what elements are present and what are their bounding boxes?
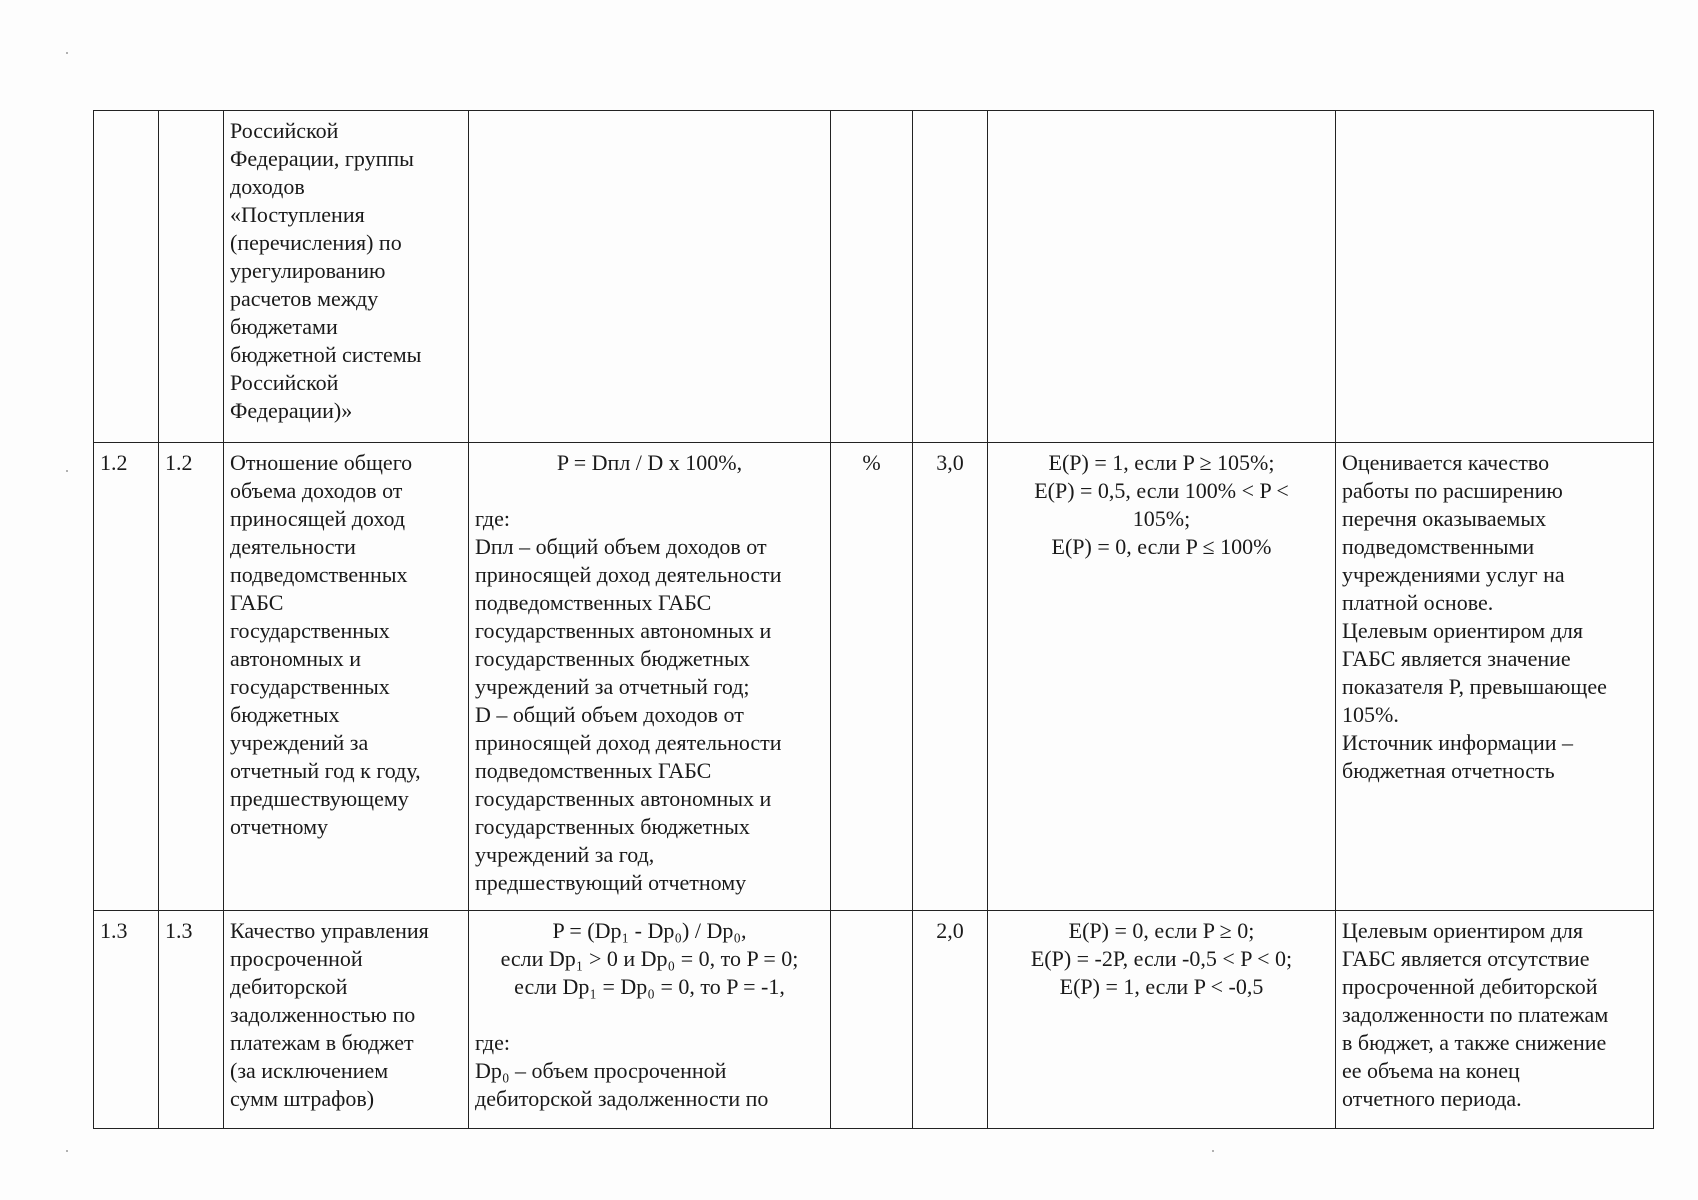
text-line: подведомственных: [230, 562, 408, 587]
row-number-cell: 1.3: [94, 911, 159, 1129]
text-line: государственных: [230, 618, 390, 643]
indicator-name-cell: [224, 443, 469, 911]
text-line: платежам в бюджет: [230, 1030, 414, 1055]
text-line: учреждениями услуг на: [1342, 562, 1565, 587]
comment-cell: [1336, 911, 1654, 1129]
weight-cell: [913, 111, 988, 443]
text-line: Dp₀ – объем просроченной: [475, 1058, 727, 1083]
unit-cell: [831, 911, 913, 1129]
text-line: бюджетной системы: [230, 342, 422, 367]
text-line: доходов: [230, 174, 305, 199]
text-line: E(P) = 1, если P ≥ 105%;: [1048, 450, 1275, 475]
text-line: E(P) = 0, если P ≤ 100%: [1051, 534, 1272, 559]
evaluation-cell: [988, 111, 1336, 443]
text-line: государственных бюджетных: [475, 814, 750, 839]
text-line: учреждений за: [230, 730, 369, 755]
text-line: Целевым ориентиром для: [1342, 918, 1583, 943]
text-line: государственных: [230, 674, 390, 699]
table-row: [94, 443, 1654, 911]
text-line: ГАБС является значение: [1342, 646, 1571, 671]
text-line: платной основе.: [1342, 590, 1494, 615]
text-line: Отношение общего: [230, 450, 413, 475]
text-line: Качество управления: [230, 918, 429, 943]
text-line: E(P) = 0,5, если 100% < P <: [1034, 478, 1289, 503]
text-line: автономных и: [230, 646, 362, 671]
indicator-name-cell: [224, 911, 469, 1129]
text-line: Российской: [230, 370, 339, 395]
indicators-table: [93, 110, 1654, 1129]
text-line: подведомственных ГАБС: [475, 590, 712, 615]
formula-cell: [469, 443, 831, 911]
text-line: в бюджет, а также снижение: [1342, 1030, 1607, 1055]
weight-cell: 3,0: [913, 443, 988, 911]
formula-main: P = (Dp₁ - Dp₀) / Dp₀,: [552, 918, 747, 943]
text-line: бюджетных: [230, 702, 340, 727]
scan-speck: [66, 1150, 68, 1152]
text-line: показателя P, превышающее: [1342, 674, 1607, 699]
text-line: просроченной: [230, 946, 363, 971]
text-line: Российской: [230, 118, 339, 143]
text-line: учреждений за отчетный год;: [475, 674, 750, 699]
scan-speck: [66, 470, 68, 472]
text-line: отчетного периода.: [1342, 1086, 1522, 1111]
text-line: 105%;: [1132, 506, 1191, 531]
row-subnumber-cell: [159, 111, 224, 443]
text-line: Целевым ориентиром для: [1342, 618, 1583, 643]
table-row: [94, 111, 1654, 443]
text-line: подведомственных ГАБС: [475, 758, 712, 783]
text-line: (перечисления) по: [230, 230, 402, 255]
text-line: расчетов между: [230, 286, 379, 311]
text-line: отчетный год к году,: [230, 758, 421, 783]
text-line: предшествующему: [230, 786, 409, 811]
text-line: бюджетная отчетность: [1342, 758, 1555, 783]
weight-cell: 2,0: [913, 911, 988, 1129]
text-line: приносящей доход: [230, 506, 406, 531]
text-line: ее объема на конец: [1342, 1058, 1520, 1083]
text-line: урегулированию: [230, 258, 386, 283]
text-line: Оценивается качество: [1342, 450, 1550, 475]
formula-condition: если Dp₁ > 0 и Dp₀ = 0, то P = 0;: [500, 946, 799, 971]
text-line: работы по расширению: [1342, 478, 1563, 503]
text-line: ГАБС: [230, 590, 284, 615]
row-subnumber-cell: 1.2: [159, 443, 224, 911]
text-line: Федерации)»: [230, 398, 353, 423]
text-line: отчетному: [230, 814, 329, 839]
comment-cell: [1336, 111, 1654, 443]
text-line: дебиторской: [230, 974, 348, 999]
comment-cell: [1336, 443, 1654, 911]
text-line: Федерации, группы: [230, 146, 414, 171]
row-number-cell: [94, 111, 159, 443]
text-line: дебиторской задолженности по: [475, 1086, 769, 1111]
text-line: E(P) = 0, если P ≥ 0;: [1068, 918, 1255, 943]
text-line: D – общий объем доходов от: [475, 702, 744, 727]
unit-cell: [831, 111, 913, 443]
text-line: государственных бюджетных: [475, 646, 750, 671]
text-line: E(P) = 1, если P < -0,5: [1059, 974, 1264, 999]
formula-where-label: где:: [475, 1030, 510, 1055]
text-line: подведомственными: [1342, 534, 1535, 559]
text-line: Источник информации –: [1342, 730, 1574, 755]
text-line: просроченной дебиторской: [1342, 974, 1598, 999]
evaluation-cell: [988, 443, 1336, 911]
formula-cell: [469, 111, 831, 443]
text-line: приносящей доход деятельности: [475, 730, 782, 755]
text-line: задолженностью по: [230, 1002, 416, 1027]
text-line: государственных автономных и: [475, 786, 772, 811]
text-line: 105%.: [1342, 702, 1399, 727]
text-line: бюджетами: [230, 314, 338, 339]
formula-where-label: где:: [475, 506, 510, 531]
text-line: перечня оказываемых: [1342, 506, 1547, 531]
scan-speck: [66, 52, 68, 54]
text-line: «Поступления: [230, 202, 365, 227]
indicator-name-cell: [224, 111, 469, 443]
text-line: учреждений за год,: [475, 842, 655, 867]
table-row: [94, 911, 1654, 1129]
text-line: сумм штрафов): [230, 1086, 375, 1111]
scan-speck: [1212, 1150, 1214, 1152]
text-line: ГАБС является отсутствие: [1342, 946, 1590, 971]
formula-main: P = Dпл / D x 100%,: [556, 450, 743, 475]
evaluation-cell: [988, 911, 1336, 1129]
unit-cell: %: [831, 443, 913, 911]
text-line: задолженности по платежам: [1342, 1002, 1609, 1027]
row-subnumber-cell: 1.3: [159, 911, 224, 1129]
text-line: приносящей доход деятельности: [475, 562, 782, 587]
text-line: E(P) = -2P, если -0,5 < P < 0;: [1030, 946, 1293, 971]
text-line: государственных автономных и: [475, 618, 772, 643]
text-line: (за исключением: [230, 1058, 389, 1083]
text-line: объема доходов от: [230, 478, 403, 503]
formula-cell: [469, 911, 831, 1129]
formula-condition: если Dp₁ = Dp₀ = 0, то P = -1,: [514, 974, 785, 999]
text-line: Dпл – общий объем доходов от: [475, 534, 767, 559]
text-line: деятельности: [230, 534, 356, 559]
text-line: предшествующий отчетному: [475, 870, 747, 895]
row-number-cell: 1.2: [94, 443, 159, 911]
